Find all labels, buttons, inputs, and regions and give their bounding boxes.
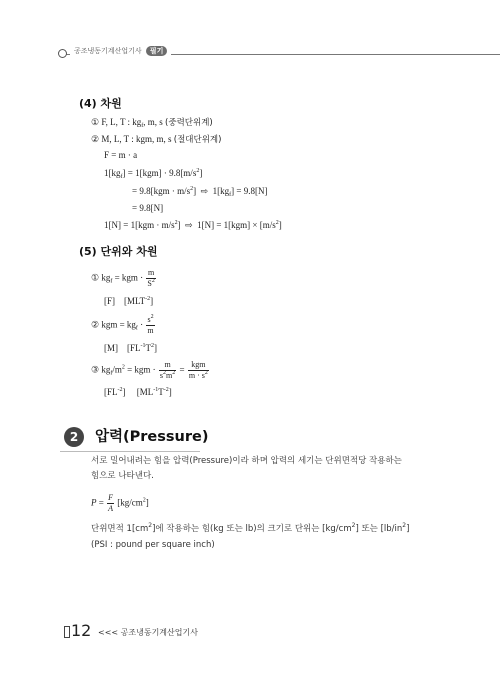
- pressure-paragraph-2a: 단위면적 $1[cm^2]$에 작용하는 힘(kg 또는 lb)의 크기로 단위는 $[kg/cm^2]$ 또는 $[lb/in^2]$: [91, 522, 410, 534]
- fraction: $\frac{F}{A}$: [108, 493, 113, 513]
- section4-heading: (4) 차원: [79, 97, 122, 110]
- footer-title: [98, 627, 198, 638]
- section-number-badge: 2: [64, 427, 84, 447]
- section5-item-1-dim: [F] $[MLT^{-2}]$: [104, 296, 154, 306]
- pressure-formula: P = $\frac{F}{A}$ $[kg/cm^2]$: [91, 493, 149, 513]
- section4-line-3: F = m · a: [104, 150, 138, 160]
- fraction: $\frac{m}{S^2}$: [147, 268, 155, 288]
- pressure-paragraph-1a: 서로 밀어내려는 힘을 압력(Pressure)이라 하며 압력의 세기는 단위면적당 작용하는: [91, 456, 402, 466]
- page-number: 12: [71, 621, 92, 640]
- section4-line-4: $1[kg_f] = 1[kgm] \cdot 9.8[m/s^2]$: [104, 168, 203, 180]
- fraction: $\frac{s^2}{m}$: [147, 314, 154, 335]
- header-badge: 필기: [146, 46, 168, 56]
- header-book-title: 공조냉동기계산업기사: [74, 47, 142, 55]
- section5-item-1-expr: ① $kg_f$ = kgm · $\frac{m}{S^2}$: [91, 268, 155, 288]
- section4-line-6: = 9.8[N]: [132, 203, 164, 213]
- pressure-paragraph-2b: (PSI : pound per square inch): [91, 540, 215, 550]
- section5-item-2-dim: [M] $[FL^{-1}T^2]$: [104, 343, 157, 353]
- section5-item-2-expr: ② kgm = $kg_f$ · $\frac{s^2}{m}$: [91, 314, 154, 335]
- section-underline: [60, 451, 200, 452]
- section4-line-5: = $9.8[kgm \cdot m/s^2]$ ⇨ $1[kg_f] = 9.8[N]$: [132, 186, 268, 198]
- section4-line-2: ② M, L, T : kgm, m, s (절대단위계): [91, 134, 222, 145]
- section4-line-7: $1[N] = 1[kgm \cdot m/s^2]$ ⇨ $1[N] = 1[kgm] \times [m/s^2]$: [104, 220, 282, 230]
- footer-marker: <<<: [98, 628, 119, 637]
- fraction: $\frac{m}{s^2m^2}$: [159, 360, 176, 380]
- header-title: [70, 46, 171, 56]
- section4-line-1: ① F, L, T : $kg_f$, m, s (중력단위계): [91, 117, 213, 129]
- section5-item-3-expr: ③ $kg_f/m^2$ = kgm · $\frac{m}{s^2m^2}$ = $\frac{\text{kgm}}{m \cdot s^2}$: [91, 360, 208, 380]
- section-title: 압력(Pressure): [95, 429, 209, 445]
- section5-item-3-dim: $[FL^{-2}]$ $[ML^{-1}T^{-2}]$: [104, 387, 172, 397]
- fraction: $\frac{\text{kgm}}{m \cdot s^2}$: [188, 360, 208, 380]
- section5-heading: (5) 단위와 차원: [79, 245, 158, 258]
- footer-box-icon: [64, 626, 70, 638]
- pressure-paragraph-1b: 힘으로 나타낸다.: [91, 471, 154, 481]
- header-circle-icon: [58, 49, 67, 58]
- footer-book-title: 공조냉동기계산업기사: [120, 628, 198, 637]
